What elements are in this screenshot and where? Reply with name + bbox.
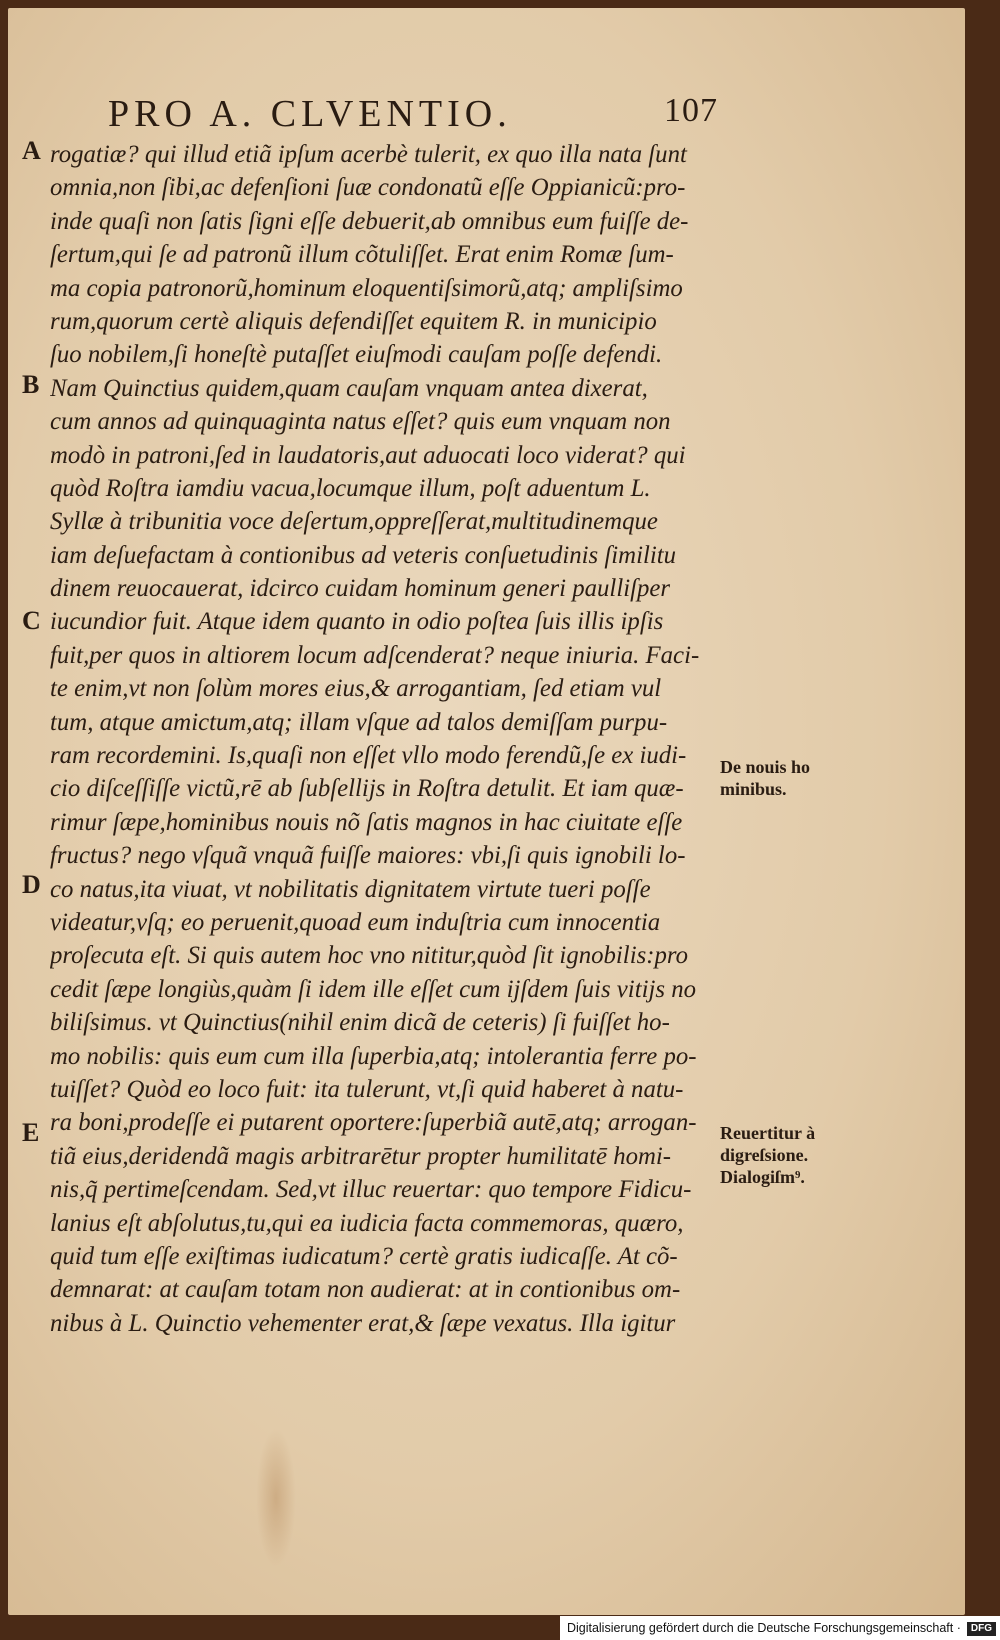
marginal-note-line: minibus.	[720, 779, 787, 799]
text-line: mo nobilis: quis eum cum illa ſuperbia,atq; intolerantia ferre po-	[50, 1042, 697, 1070]
text-line: quòd Roſtra iamdiu vacua,locumque illum, poſt aduentum L.	[50, 474, 651, 502]
marginal-note-nouis-hominibus	[720, 756, 810, 800]
text-line: rum,quorum certè aliquis defendiſſet equitem R. in municipio	[50, 307, 657, 335]
marginal-note-line: Reuertitur à	[720, 1123, 816, 1143]
main-text	[50, 138, 710, 1340]
text-line: omnia,non ſibi,ac defenſioni ſuæ condonatũ eſſe Oppianicũ:pro-	[50, 174, 686, 202]
text-line: rimur ſæpe,hominibus nouis nõ ſatis magnos in hac ciuitate eſſe	[50, 808, 683, 836]
text-line: proſecuta eſt. Si quis autem hoc vno nititur,quòd ſit ignobilis:pro	[50, 942, 689, 970]
text-line: fuit,per quos in altiorem locum adſcenderat? neque iniuria. Faci-	[50, 641, 700, 669]
section-marker-e: E	[22, 1118, 40, 1147]
text-line: ſertum,qui ſe ad patronũ illum cõtuliſſet. Erat enim Romæ ſum-	[50, 241, 674, 269]
marginal-note-line: digreſsione.	[720, 1145, 809, 1165]
dfg-logo: DFG	[967, 1622, 996, 1636]
text-line: ma copia patronorũ,hominum eloquentiſsimorũ,atq; ampliſsimo	[50, 274, 683, 302]
marginal-note-reuertitur	[720, 1122, 815, 1188]
text-line: tum, atque amictum,atq; illam vſque ad talos demiſſam purpu-	[50, 708, 668, 736]
section-marker-c: C	[22, 606, 41, 635]
text-line: fructus? nego vſquã vnquã fuiſſe maiores: vbi,ſi quis ignobili lo-	[50, 842, 686, 870]
marginal-note-line: Dialogiſm⁹.	[720, 1167, 805, 1187]
text-line: nis,q̃ pertimeſcendam. Sed,vt illuc reuertar: quo tempore Fidicu-	[50, 1176, 692, 1204]
text-line: rogatiæ? qui illud etiã ipſum acerbè tulerit, ex quo illa nata ſunt	[50, 141, 687, 168]
book-page	[8, 8, 965, 1615]
text-line: quid tum eſſe exiſtimas iudicatum? certè gratis iudicaſſe. At cõ-	[50, 1242, 678, 1270]
text-line: videatur,vſq; eo peruenit,quoad eum induſtria cum innocentia	[50, 908, 661, 936]
text-line: iam deſuefactam à contionibus ad veteris conſuetudinis ſimilitu	[50, 541, 677, 569]
marginal-note-line: De nouis ho	[720, 757, 811, 777]
text-line: co natus,ita viuat, vt nobilitatis dignitatem virtute tueri poſſe	[50, 875, 651, 903]
paper-stain	[256, 1428, 296, 1568]
text-line: biliſsimus. vt Quinctius(nihil enim dicã de ceteris) ſi fuiſſet ho-	[50, 1009, 670, 1037]
text-line: ſuo nobilem,ſi honeſtè putaſſet eiuſmodi cauſam poſſe defendi.	[50, 341, 663, 369]
text-line: cum annos ad quinquaginta natus eſſet? quis eum vnquam non	[50, 408, 671, 436]
section-marker-b: B	[22, 370, 40, 399]
section-marker-a: A	[22, 136, 41, 165]
text-line: te enim,vt non ſolùm mores eius,& arrogantiam, ſed etiam vul	[50, 675, 662, 703]
text-line: Syllæ à tribunitia voce deſertum,oppreſſerat,multitudinemque	[50, 508, 658, 536]
text-line: dinem reuocauerat, idcirco cuidam hominum generi paulliſper	[50, 575, 671, 603]
text-line: tuiſſet? Quòd eo loco fuit: ita tulerunt, vt,ſi quid haberet à natu-	[50, 1075, 684, 1103]
text-line: Nam Quinctius quidem,quam cauſam vnquam antea dixerat,	[50, 374, 648, 402]
section-marker-d: D	[22, 870, 41, 899]
text-line: tiã eius,deridendã magis arbitrarētur propter humilitatē homi-	[50, 1142, 672, 1170]
text-line: demnarat: at cauſam totam non audierat: at in contionibus om-	[50, 1276, 681, 1304]
running-head	[108, 92, 718, 136]
text-line: nibus à L. Quinctio vehementer erat,& ſæpe vexatus. Illa igitur	[50, 1309, 676, 1337]
running-head-title: PRO A. CLVENTIO.	[108, 93, 512, 135]
text-line: modò in patroni,ſed in laudatoris,aut aduocati loco viderat? qui	[50, 441, 686, 469]
text-line: iucundior fuit. Atque idem quanto in odio poſtea ſuis illis ipſis	[50, 608, 664, 636]
text-line: inde quaſi non ſatis ſigni eſſe debuerit,ab omnibus eum fuiſſe de-	[50, 207, 689, 235]
footer-credit: Digitalisierung gefördert durch die Deutsche Forschungsgemeinschaft ·	[566, 1621, 961, 1635]
text-line: cedit ſæpe longiùs,quàm ſi idem ille eſſet cum ijſdem ſuis vitijs no	[50, 975, 697, 1003]
page-number: 107	[664, 92, 718, 129]
digitization-footer	[560, 1616, 1000, 1640]
text-line: ram recordemini. Is,quaſi non eſſet vllo modo ferendũ,ſe ex iudi-	[50, 742, 687, 770]
text-line: cio diſceſſiſſe victũ,rē ab ſubſellijs in Roſtra detulit. Et iam quæ-	[50, 775, 684, 803]
text-line: lanius eſt abſolutus,tu,qui ea iudicia facta commemoras, quæro,	[50, 1209, 684, 1237]
text-line: ra boni,prodeſſe ei putarent oportere:ſuperbiã autē,atq; arrogan-	[50, 1109, 697, 1137]
